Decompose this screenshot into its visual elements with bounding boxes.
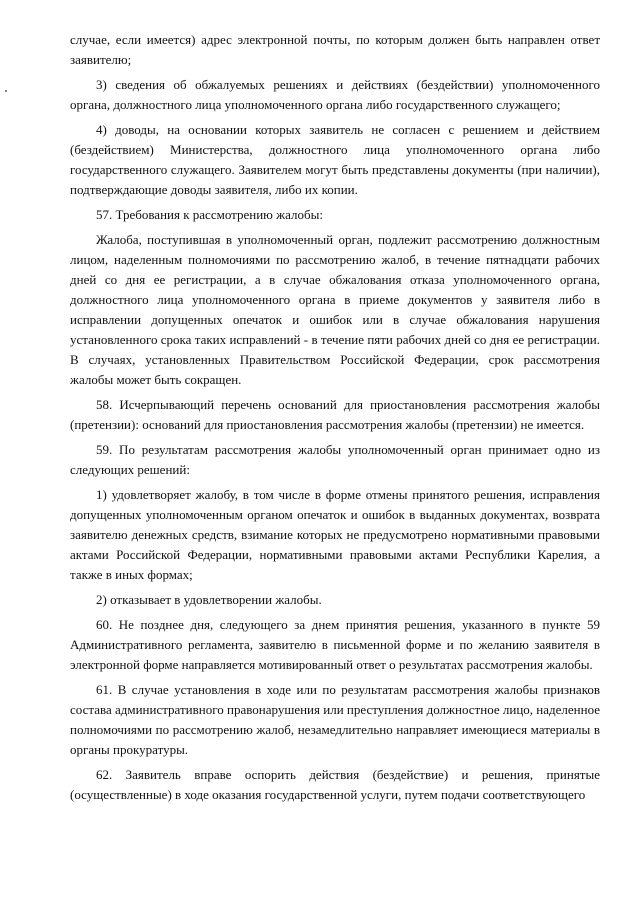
paragraph-59-item-1: 1) удовлетворяет жалобу, в том числе в форме отмены принятого решения, исправления допущенных уполномоченным органом опечаток и ошибок в выданных документах, возврата заявителю денежных средств, взимание которых не предусмотрено нормативными правовыми актами Российской Федерации, нормативными правовыми актами Республики Карелия, а также в иных формах; xyxy=(70,487,600,582)
paragraph-59-item-2: 2) отказывает в удовлетворении жалобы. xyxy=(96,592,322,607)
paragraph-61: 61. В случае установления в ходе или по результатам рассмотрения жалобы признаков состава административного правонарушения или преступления должностное лицо, наделенное полномочиями по рассмотрению жалоб, незамедлительно направляет имеющиеся материалы в органы прокуратуры. xyxy=(70,682,600,757)
paragraph-57-heading: 57. Требования к рассмотрению жалобы: xyxy=(96,207,323,222)
paragraph-58: 58. Исчерпывающий перечень оснований для приостановления рассмотрения жалобы (претензии): оснований для приостановления рассмотрения жалобы (претензии) не имеется. xyxy=(70,397,600,432)
paragraph-62: 62. Заявитель вправе оспорить действия (бездействие) и решения, принятые (осуществленные) в ходе оказания государственной услуги, путем подачи соответствующего xyxy=(70,767,600,802)
paragraph-item-4-arguments: 4) доводы, на основании которых заявитель не согласен с решением и действием (бездействием) Министерства, должностного лица уполномоченного органа либо государственного служащего. Заявителем могут быть представлены документы (при наличии), подтверждающие доводы заявителя, либо их копии. xyxy=(70,122,600,197)
paragraph-59: 59. По результатам рассмотрения жалобы уполномоченный орган принимает одно из следующих решений: xyxy=(70,442,600,477)
paragraph-address-continuation: случае, если имеется) адрес электронной почты, по которым должен быть направлен ответ заявителю; xyxy=(70,32,600,67)
paragraph-item-3-decisions: 3) сведения об обжалуемых решениях и действиях (бездействии) уполномоченного органа, должностного лица уполномоченного органа либо государственного служащего; xyxy=(70,77,600,112)
document-page xyxy=(70,30,600,810)
paragraph-57-body: Жалоба, поступившая в уполномоченный орган, подлежит рассмотрению должностным лицом, наделенным полномочиями по рассмотрению жалоб, в течение пятнадцати рабочих дней со дня ее регистрации, а в случае обжалования отказа уполномоченного органа, должностного лица уполномоченного органа в приеме документов у заявителя либо в исправлении допущенных опечаток и ошибок или в случае обжалования нарушения установленного срока таких исправлений - в течение пяти рабочих дней со дня ее регистрации. В случаях, установленных Правительством Российской Федерации, срок рассмотрения жалобы может быть сокращен. xyxy=(70,232,600,387)
paragraph-60: 60. Не позднее дня, следующего за днем принятия решения, указанного в пункте 59 Административного регламента, заявителю в письменной форме и по желанию заявителя в электронной форме направляется мотивированный ответ о результатах рассмотрения жалобы. xyxy=(70,617,600,672)
margin-speck xyxy=(5,90,7,92)
